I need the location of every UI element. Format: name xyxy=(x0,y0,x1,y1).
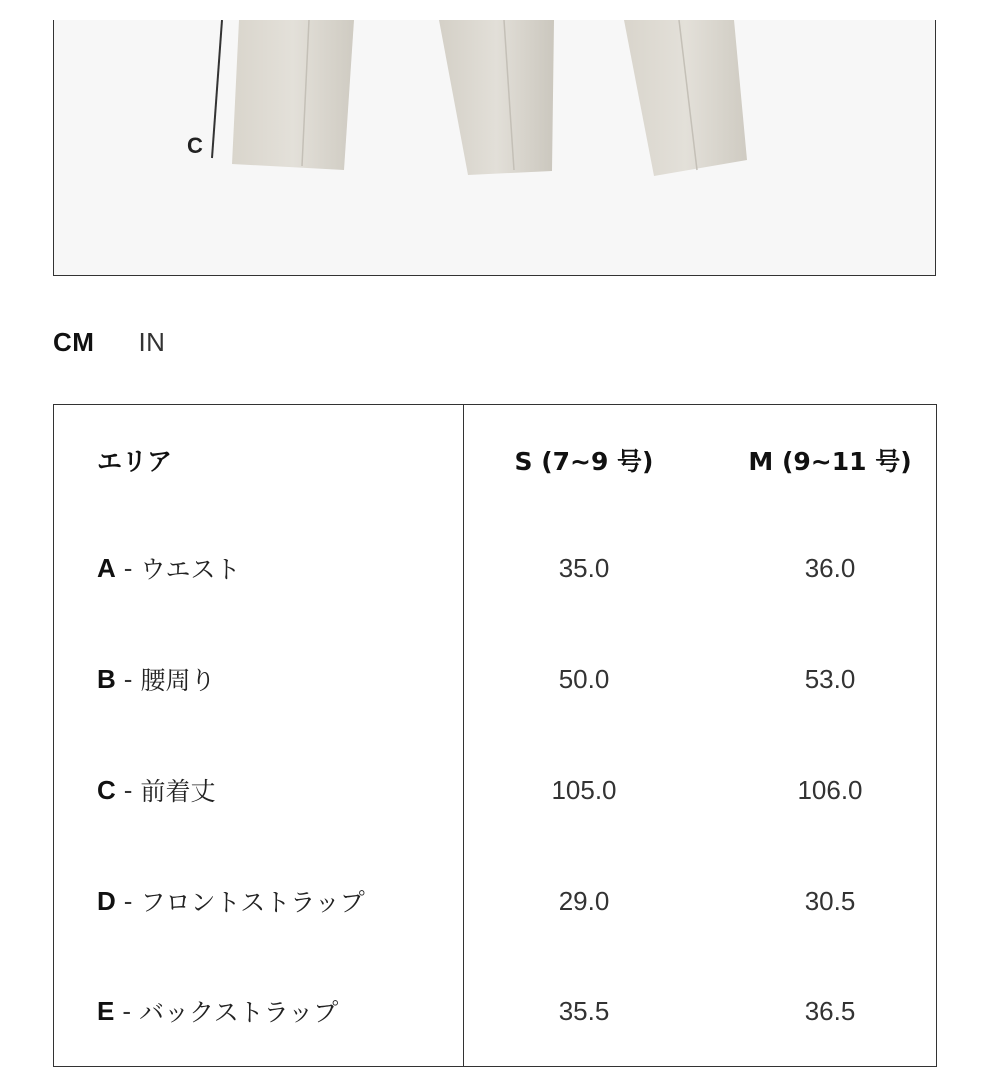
size-m-value: 36.5 xyxy=(804,995,856,1026)
area-separator: - xyxy=(123,663,133,694)
size-s-value: 35.0 xyxy=(558,552,610,583)
area-cell xyxy=(97,871,365,931)
table-row xyxy=(54,649,936,709)
area-cell xyxy=(97,538,240,598)
area-separator: - xyxy=(123,774,133,805)
header-area: エリア xyxy=(97,447,173,476)
area-cell xyxy=(97,649,215,709)
area-name: 腰周り xyxy=(140,666,216,695)
header-size-s: S (7~9 号) xyxy=(514,447,654,476)
right-pant-leg xyxy=(624,20,747,176)
size-chart-table xyxy=(53,404,937,1067)
size-m-value: 30.5 xyxy=(804,885,856,916)
column-divider xyxy=(463,405,464,1066)
measure-label-c: C xyxy=(187,133,203,158)
middle-pant-leg xyxy=(439,20,554,175)
area-cell xyxy=(97,981,338,1041)
left-pant-leg xyxy=(232,20,354,170)
area-letter: C xyxy=(97,774,116,805)
garment-illustration xyxy=(53,20,936,276)
size-s-value: 29.0 xyxy=(558,885,610,916)
table-header-row xyxy=(54,430,936,490)
area-name: 前着丈 xyxy=(140,777,216,806)
area-letter: A xyxy=(97,552,116,583)
table-row xyxy=(54,871,936,931)
table-row xyxy=(54,760,936,820)
unit-tab-in[interactable]: IN xyxy=(138,326,166,357)
area-letter: B xyxy=(97,663,116,694)
measure-line-c xyxy=(212,20,222,158)
header-size-m: M (9~11 号) xyxy=(748,447,912,476)
pants-illustration-svg xyxy=(54,20,936,276)
unit-toggle xyxy=(53,322,165,362)
size-m-value: 36.0 xyxy=(804,552,856,583)
area-separator: - xyxy=(123,552,133,583)
table-row xyxy=(54,538,936,598)
unit-tab-cm[interactable]: CM xyxy=(53,326,95,357)
area-name: ウエスト xyxy=(140,555,241,584)
area-letter: E xyxy=(97,995,115,1026)
size-s-value: 50.0 xyxy=(558,663,610,694)
size-m-value: 53.0 xyxy=(804,663,856,694)
area-name: バックストラップ xyxy=(139,998,339,1027)
area-cell xyxy=(97,760,215,820)
table-row xyxy=(54,981,936,1041)
size-s-value: 35.5 xyxy=(558,995,610,1026)
size-s-value: 105.0 xyxy=(551,774,617,805)
area-name: フロントストラップ xyxy=(140,888,365,917)
size-m-value: 106.0 xyxy=(797,774,863,805)
top-strip xyxy=(0,0,991,20)
area-separator: - xyxy=(122,995,132,1026)
area-letter: D xyxy=(97,885,116,916)
area-separator: - xyxy=(123,885,133,916)
